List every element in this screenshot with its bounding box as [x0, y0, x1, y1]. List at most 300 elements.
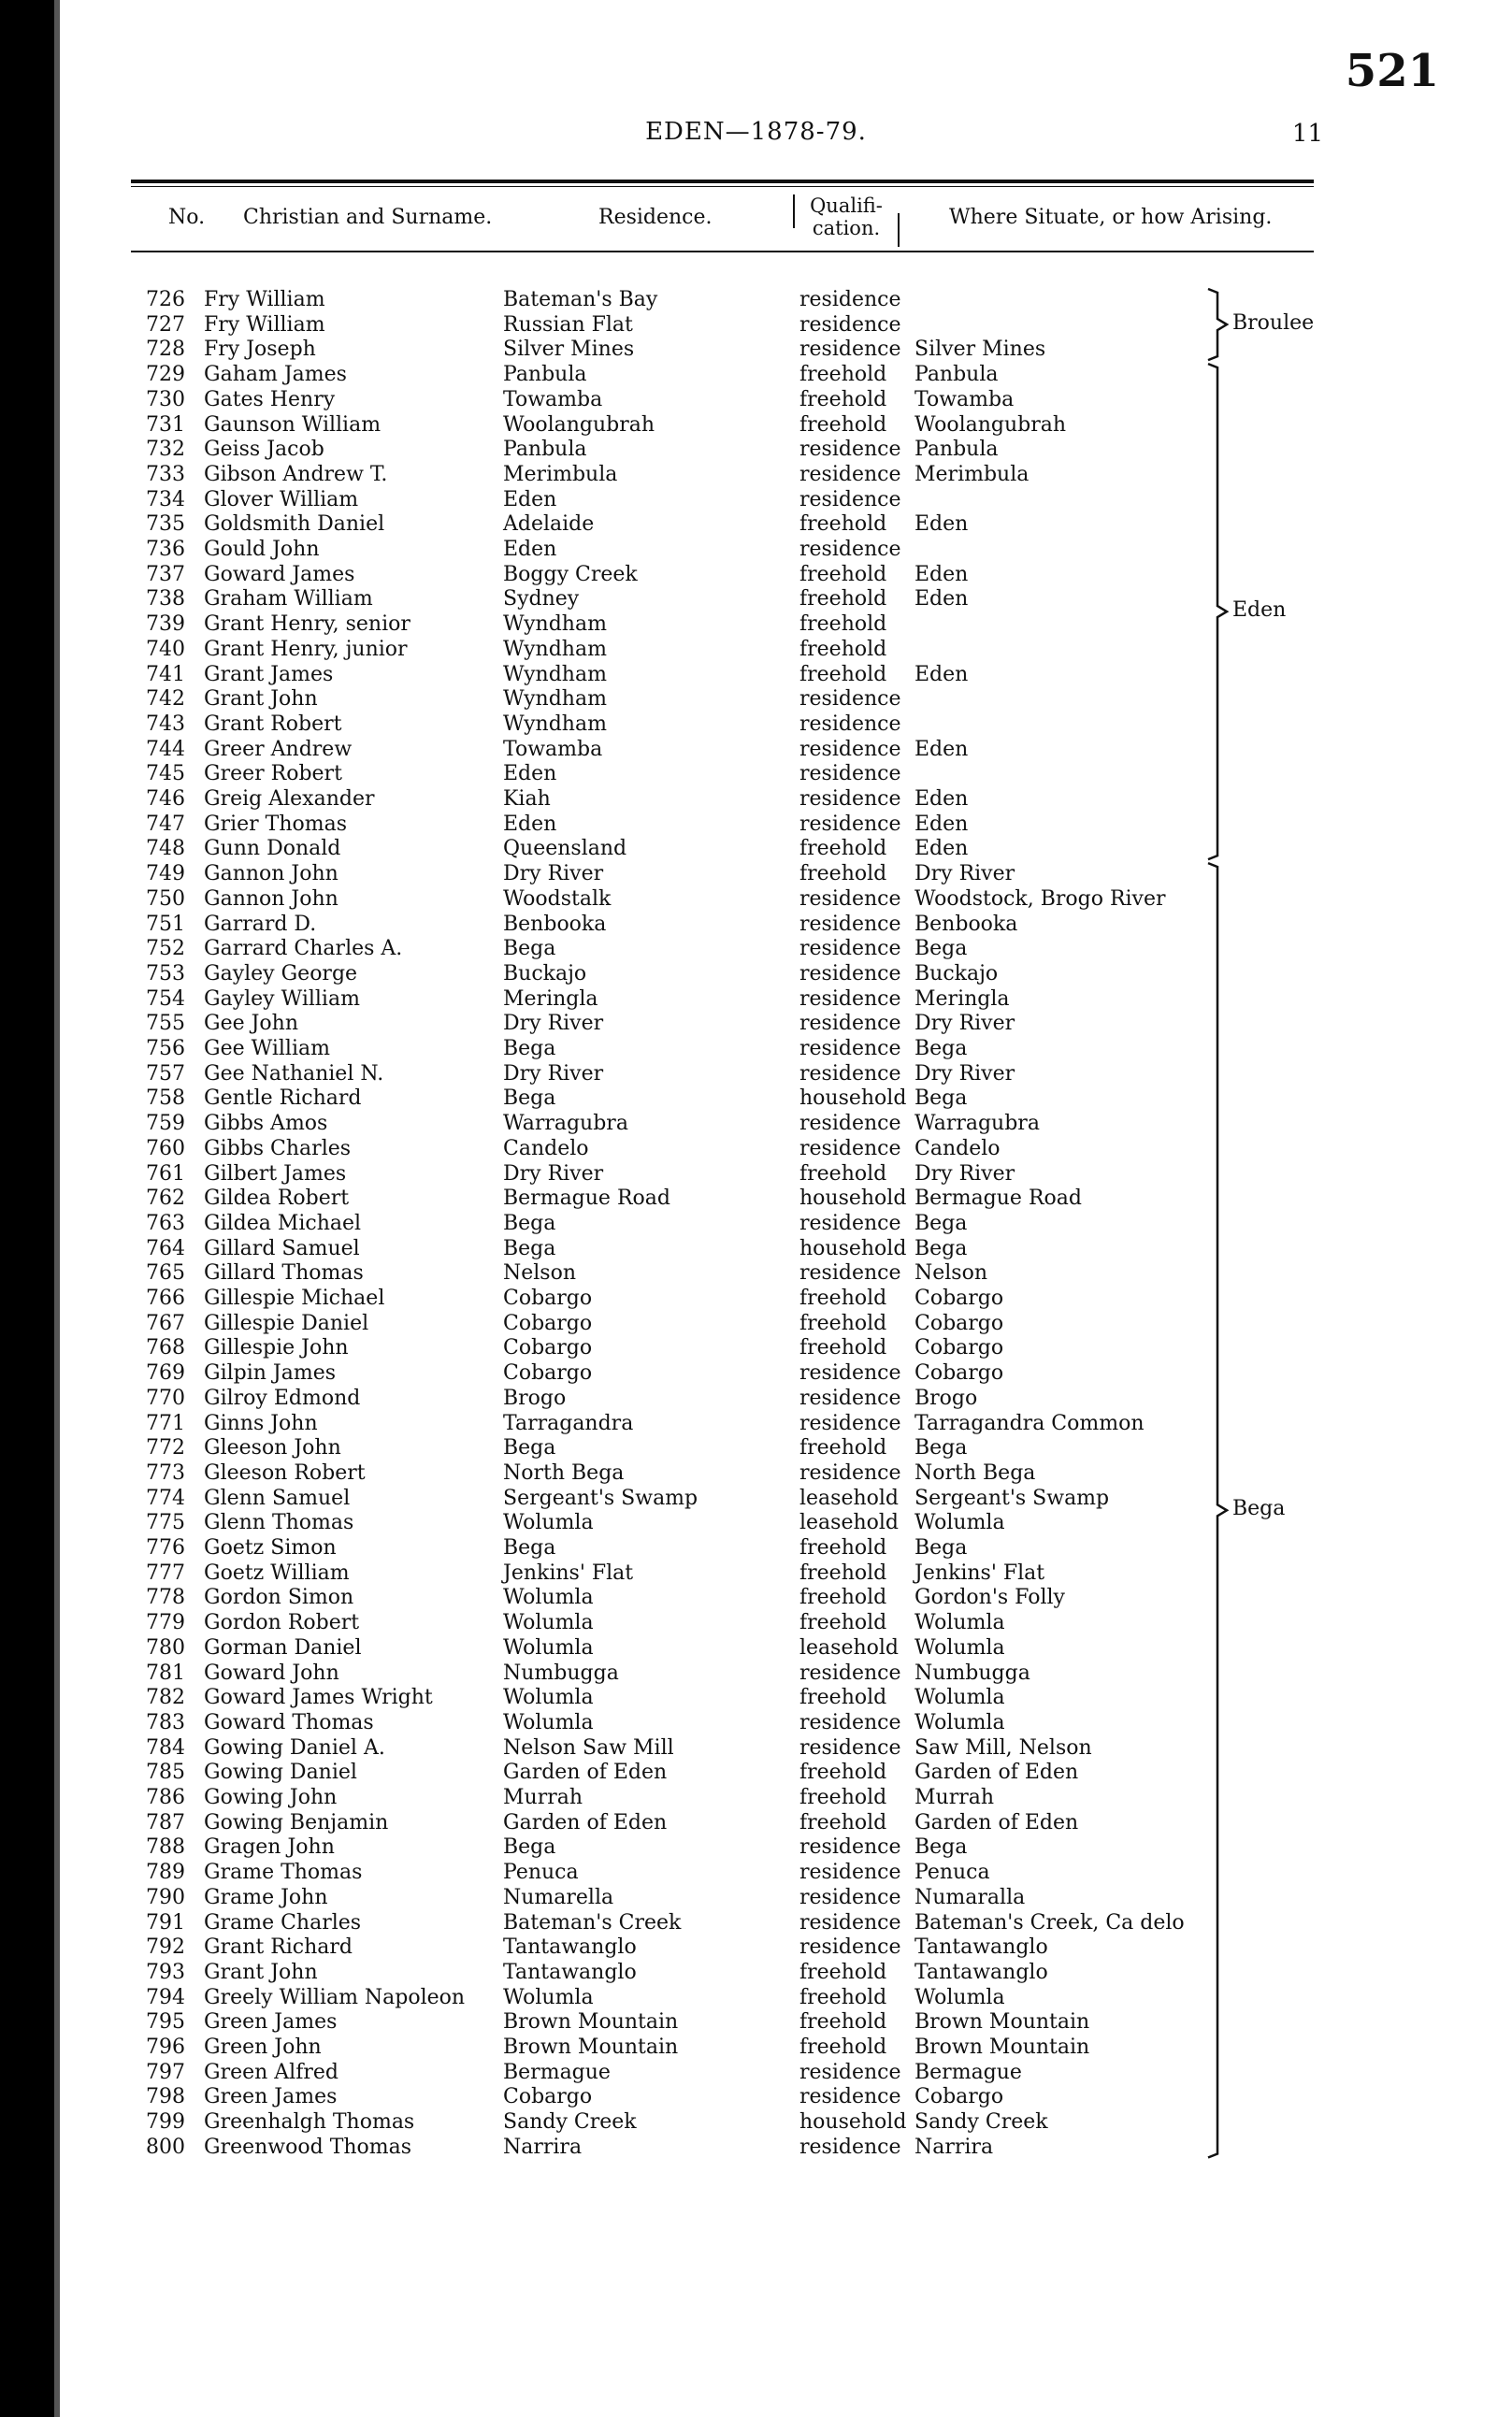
entry-number: 796 — [146, 2036, 185, 2059]
entry-name: Gildea Robert — [204, 1187, 350, 1211]
entry-where-situate: Bega — [914, 937, 968, 961]
entry-name: Goldsmith Daniel — [204, 512, 385, 537]
entry-qualification: residence — [799, 737, 901, 761]
entry-number: 760 — [146, 1136, 185, 1160]
entry-qualification: freehold — [799, 1287, 887, 1310]
entry-qualification: residence — [799, 1012, 901, 1036]
entry-qualification: freehold — [799, 1436, 887, 1460]
entry-qualification: residence — [799, 937, 901, 961]
entry-where-situate: Bega — [914, 1236, 968, 1260]
entry-number: 728 — [146, 338, 185, 362]
entry-qualification: residence — [799, 438, 901, 462]
entry-where-situate: Bega — [914, 1536, 968, 1560]
page-number: 521 — [1345, 45, 1439, 97]
entry-where-situate: Buckajo — [914, 961, 999, 986]
entry-where-situate: Merimbula — [914, 462, 1030, 486]
entry-where-situate: Sergeant's Swamp — [914, 1486, 1110, 1510]
entry-number: 734 — [146, 487, 185, 511]
entry-name: Gee John — [204, 1012, 299, 1036]
entry-number: 798 — [146, 2085, 185, 2109]
entry-number: 757 — [146, 1061, 185, 1086]
entry-name: Gannon John — [204, 862, 338, 886]
entry-number: 786 — [146, 1786, 185, 1809]
entry-where-situate: Cobargo — [914, 1311, 1004, 1335]
entry-qualification: residence — [799, 687, 901, 712]
entry-number: 731 — [146, 412, 185, 437]
column-header-where: Where Situate, or how Arising. — [949, 206, 1273, 229]
entry-where-situate: Garden of Eden — [914, 1810, 1079, 1834]
group-brace — [1208, 863, 1227, 2157]
entry-where-situate: Penuca — [914, 1861, 990, 1885]
entry-name: Goward John — [204, 1661, 339, 1685]
entry-name: Gaham James — [204, 363, 347, 387]
group-label: Bega — [1232, 1497, 1286, 1521]
entry-name: Gleeson Robert — [204, 1460, 366, 1485]
entry-where-situate: Bega — [914, 1086, 968, 1111]
entry-number: 790 — [146, 1885, 185, 1909]
entry-where-situate: Panbula — [914, 438, 999, 462]
entry-where-situate: Brown Mountain — [914, 2036, 1090, 2059]
entry-name: Gordon Simon — [204, 1586, 354, 1610]
entry-where-situate: Saw Mill, Nelson — [914, 1735, 1092, 1760]
entry-qualification: freehold — [799, 1561, 887, 1585]
entry-residence: Numarella — [503, 1885, 614, 1909]
entry-where-situate: Eden — [914, 812, 969, 836]
entry-qualification: freehold — [799, 1985, 887, 2009]
group-brace — [1208, 289, 1227, 360]
entry-name: Goetz William — [204, 1561, 350, 1585]
entry-residence: Bega — [503, 1835, 556, 1860]
entry-qualification: freehold — [799, 387, 887, 411]
entry-number: 740 — [146, 637, 185, 661]
entry-number: 778 — [146, 1586, 185, 1610]
entry-residence: Nelson — [503, 1261, 577, 1286]
entry-qualification: residence — [799, 1386, 901, 1410]
entry-where-situate: Nelson — [914, 1261, 988, 1286]
entry-where-situate: Eden — [914, 837, 969, 861]
entry-where-situate: Sandy Creek — [914, 2110, 1048, 2135]
group-brace — [1208, 364, 1227, 859]
entry-where-situate: Eden — [914, 787, 969, 811]
entry-number: 756 — [146, 1037, 185, 1060]
entry-where-situate: Bega — [914, 1037, 968, 1060]
entry-where-situate: Towamba — [914, 387, 1015, 411]
entry-residence: Numbugga — [503, 1661, 619, 1685]
entry-number: 727 — [146, 312, 185, 337]
entry-qualification: freehold — [799, 1810, 887, 1834]
entry-residence: Silver Mines — [503, 338, 635, 362]
entry-where-situate: Warragubra — [914, 1112, 1040, 1136]
entry-number: 782 — [146, 1686, 185, 1710]
entry-qualification: residence — [799, 1037, 901, 1060]
entry-residence: Eden — [503, 762, 557, 786]
entry-number: 776 — [146, 1536, 185, 1560]
entry-where-situate: Dry River — [914, 1061, 1015, 1086]
entry-residence: Narrira — [503, 2135, 583, 2159]
entry-residence: Wolumla — [503, 1635, 594, 1660]
entry-name: Gibbs Amos — [204, 1112, 328, 1136]
entry-number: 771 — [146, 1411, 185, 1435]
entry-qualification: residence — [799, 288, 901, 311]
entry-residence: Towamba — [503, 387, 603, 411]
entry-qualification: residence — [799, 787, 901, 811]
entry-number: 744 — [146, 737, 185, 761]
entry-where-situate: Bermague — [914, 2060, 1022, 2084]
entry-name: Glenn Thomas — [204, 1511, 354, 1535]
entry-residence: Towamba — [503, 737, 603, 761]
entry-name: Grant Henry, senior — [204, 612, 410, 637]
entry-where-situate: Candelo — [914, 1136, 1001, 1160]
entry-qualification: residence — [799, 538, 901, 561]
entry-residence: Brown Mountain — [503, 2010, 679, 2035]
entry-number: 743 — [146, 712, 185, 736]
entry-residence: Wyndham — [503, 637, 607, 661]
entry-qualification: freehold — [799, 512, 887, 537]
entry-name: Gayley George — [204, 961, 358, 986]
entry-residence: Queensland — [503, 837, 627, 861]
entry-qualification: household — [799, 1187, 907, 1211]
entry-residence: Cobargo — [503, 1287, 593, 1310]
entry-residence: Cobargo — [503, 1336, 593, 1360]
entry-qualification: residence — [799, 1661, 901, 1685]
entry-qualification: residence — [799, 712, 901, 736]
entry-name: Fry William — [204, 288, 325, 311]
entry-residence: Bateman's Creek — [503, 1910, 682, 1935]
entry-residence: Bega — [503, 1086, 556, 1111]
entry-residence: Sydney — [503, 587, 580, 611]
entry-number: 777 — [146, 1561, 185, 1585]
entry-name: Greenwood Thomas — [204, 2135, 412, 2159]
entry-name: Gorman Daniel — [204, 1635, 362, 1660]
entry-name: Gould John — [204, 538, 320, 561]
entry-where-situate: Panbula — [914, 363, 999, 387]
entry-number: 726 — [146, 288, 185, 311]
entry-residence: Penuca — [503, 1861, 579, 1885]
entry-qualification: residence — [799, 1411, 901, 1435]
entry-residence: Eden — [503, 538, 557, 561]
entry-name: Gillespie John — [204, 1336, 349, 1360]
entry-qualification: freehold — [799, 562, 887, 586]
entry-name: Gibbs Charles — [204, 1136, 352, 1160]
entry-qualification: residence — [799, 1935, 901, 1960]
entry-residence: Benbooka — [503, 912, 607, 936]
entry-name: Greer Andrew — [204, 737, 353, 761]
entry-name: Gannon John — [204, 886, 338, 911]
entry-where-situate: Bega — [914, 1436, 968, 1460]
entry-qualification: freehold — [799, 637, 887, 661]
entry-residence: Tantawanglo — [503, 1960, 637, 1984]
entry-name: Gillard Samuel — [204, 1236, 360, 1260]
entry-number: 768 — [146, 1336, 185, 1360]
entry-number: 736 — [146, 538, 185, 561]
column-header-qualification-text: Qualifi- cation. — [810, 194, 883, 239]
entry-number: 797 — [146, 2060, 185, 2084]
entry-number: 792 — [146, 1935, 185, 1960]
entry-number: 766 — [146, 1287, 185, 1310]
entry-number: 763 — [146, 1211, 185, 1235]
entry-residence: Wyndham — [503, 687, 607, 712]
entry-number: 799 — [146, 2110, 185, 2135]
group-label: Broulee — [1232, 311, 1315, 336]
entry-where-situate: Eden — [914, 587, 969, 611]
entry-name: Green James — [204, 2085, 338, 2109]
entry-name: Gowing Daniel A. — [204, 1735, 385, 1760]
entry-qualification: residence — [799, 1735, 901, 1760]
entry-number: 750 — [146, 886, 185, 911]
entry-qualification: residence — [799, 1710, 901, 1734]
entry-name: Garrard D. — [204, 912, 317, 936]
entry-qualification: freehold — [799, 662, 887, 686]
entry-qualification: residence — [799, 2135, 901, 2159]
entry-name: Grant Robert — [204, 712, 342, 736]
entry-number: 758 — [146, 1086, 185, 1111]
entry-where-situate: Eden — [914, 737, 969, 761]
entry-name: Goetz Simon — [204, 1536, 337, 1560]
entry-residence: Russian Flat — [503, 312, 633, 337]
entry-number: 789 — [146, 1861, 185, 1885]
entry-residence: Wolumla — [503, 1586, 594, 1610]
entry-residence: Bega — [503, 1236, 556, 1260]
entry-residence: Wolumla — [503, 1985, 594, 2009]
entry-qualification: freehold — [799, 612, 887, 637]
entry-name: Gillespie Daniel — [204, 1311, 369, 1335]
entry-name: Gowing Benjamin — [204, 1810, 389, 1834]
entry-qualification: residence — [799, 2060, 901, 2084]
entry-number: 755 — [146, 1012, 185, 1036]
entry-name: Greig Alexander — [204, 787, 375, 811]
entry-qualification: freehold — [799, 1686, 887, 1710]
entry-number: 773 — [146, 1460, 185, 1485]
entry-qualification: residence — [799, 912, 901, 936]
entry-residence: North Bega — [503, 1460, 625, 1485]
entry-name: Gowing Daniel — [204, 1761, 357, 1785]
entry-residence: Wolumla — [503, 1511, 594, 1535]
entry-number: 770 — [146, 1386, 185, 1410]
entry-qualification: freehold — [799, 363, 887, 387]
entry-name: Grier Thomas — [204, 812, 348, 836]
entry-name: Gildea Michael — [204, 1211, 362, 1235]
entry-where-situate: Benbooka — [914, 912, 1018, 936]
entry-where-situate: Cobargo — [914, 1336, 1004, 1360]
entry-residence: Bega — [503, 937, 556, 961]
entry-qualification: residence — [799, 312, 901, 337]
entry-residence: Wyndham — [503, 712, 607, 736]
entry-number: 788 — [146, 1835, 185, 1860]
entry-name: Geiss Jacob — [204, 438, 324, 462]
entry-residence: Cobargo — [503, 1311, 593, 1335]
entry-residence: Brown Mountain — [503, 2036, 679, 2059]
entry-residence: Dry River — [503, 1012, 604, 1036]
entry-name: Greer Robert — [204, 762, 342, 786]
entry-name: Gillespie Michael — [204, 1287, 385, 1310]
entry-number: 745 — [146, 762, 185, 786]
entry-name: Grant Richard — [204, 1935, 353, 1960]
entry-where-situate: Wolumla — [914, 1611, 1005, 1635]
entry-name: Gilpin James — [204, 1361, 337, 1386]
entry-where-situate: Gordon's Folly — [914, 1586, 1065, 1610]
entry-qualification: residence — [799, 1861, 901, 1885]
entry-residence: Panbula — [503, 363, 587, 387]
entry-name: Garrard Charles A. — [204, 937, 403, 961]
entry-residence: Wolumla — [503, 1710, 594, 1734]
entry-qualification: residence — [799, 986, 901, 1011]
entry-residence: Warragubra — [503, 1112, 628, 1136]
entry-qualification: residence — [799, 1910, 901, 1935]
entry-residence: Wolumla — [503, 1611, 594, 1635]
entry-residence: Tantawanglo — [503, 1935, 637, 1960]
entry-qualification: freehold — [799, 1586, 887, 1610]
entry-residence: Tarragandra — [503, 1411, 634, 1435]
entry-residence: Eden — [503, 812, 557, 836]
entry-where-situate: Woodstock, Brogo River — [914, 886, 1166, 911]
entry-number: 762 — [146, 1187, 185, 1211]
entry-residence: Wyndham — [503, 612, 607, 637]
entry-residence: Garden of Eden — [503, 1761, 668, 1785]
entry-qualification: residence — [799, 487, 901, 511]
entry-where-situate: Brogo — [914, 1386, 978, 1410]
entry-qualification: residence — [799, 1261, 901, 1286]
entry-name: Grant John — [204, 687, 318, 712]
entry-qualification: residence — [799, 1460, 901, 1485]
entry-number: 742 — [146, 687, 185, 712]
entry-qualification: residence — [799, 1061, 901, 1086]
entry-residence: Bega — [503, 1037, 556, 1060]
entry-where-situate: Garden of Eden — [914, 1761, 1079, 1785]
entry-number: 772 — [146, 1436, 185, 1460]
entry-residence: Boggy Creek — [503, 562, 638, 586]
entry-name: Gibson Andrew T. — [204, 462, 388, 486]
column-header-no: No. — [168, 206, 206, 229]
column-header-residence: Residence. — [598, 206, 713, 229]
entry-where-situate: Silver Mines — [914, 338, 1046, 362]
entry-name: Grame John — [204, 1885, 328, 1909]
entry-residence: Bega — [503, 1436, 556, 1460]
entry-qualification: freehold — [799, 1611, 887, 1635]
entry-where-situate: Bermague Road — [914, 1187, 1082, 1211]
entry-where-situate: North Bega — [914, 1460, 1036, 1485]
column-header-name: Christian and Surname. — [243, 206, 493, 229]
entry-qualification: residence — [799, 1211, 901, 1235]
entry-name: Gayley William — [204, 986, 360, 1011]
entry-where-situate: Dry River — [914, 1012, 1015, 1036]
entry-number: 741 — [146, 662, 185, 686]
entry-residence: Bermague — [503, 2060, 611, 2084]
entry-residence: Brogo — [503, 1386, 567, 1410]
entry-qualification: freehold — [799, 1161, 887, 1186]
entry-residence: Dry River — [503, 862, 604, 886]
entry-name: Gragen John — [204, 1835, 335, 1860]
entry-name: Gaunson William — [204, 412, 382, 437]
entry-where-situate: Cobargo — [914, 2085, 1004, 2109]
entry-name: Gowing John — [204, 1786, 338, 1809]
entry-qualification: household — [799, 2110, 907, 2135]
entry-name: Gordon Robert — [204, 1611, 360, 1635]
entry-qualification: freehold — [799, 1761, 887, 1785]
entry-number: 746 — [146, 787, 185, 811]
entry-residence: Buckajo — [503, 961, 587, 986]
entry-where-situate: Jenkins' Flat — [914, 1561, 1045, 1585]
entry-where-situate: Eden — [914, 512, 969, 537]
entry-name: Gillard Thomas — [204, 1261, 364, 1286]
entry-qualification: residence — [799, 812, 901, 836]
entry-name: Grant James — [204, 662, 334, 686]
entry-number: 753 — [146, 961, 185, 986]
entry-where-situate: Cobargo — [914, 1287, 1004, 1310]
entry-residence: Merimbula — [503, 462, 618, 486]
entry-qualification: residence — [799, 762, 901, 786]
entry-residence: Adelaide — [503, 512, 595, 537]
entry-number: 729 — [146, 363, 185, 387]
entry-name: Gentle Richard — [204, 1086, 362, 1111]
entry-number: 779 — [146, 1611, 185, 1635]
entry-number: 754 — [146, 986, 185, 1011]
entry-qualification: leasehold — [799, 1486, 900, 1510]
entry-name: Graham William — [204, 587, 373, 611]
entry-name: Gee William — [204, 1037, 330, 1060]
entry-number: 787 — [146, 1810, 185, 1834]
entry-where-situate: Wolumla — [914, 1710, 1005, 1734]
entry-where-situate: Wolumla — [914, 1511, 1005, 1535]
entry-number: 765 — [146, 1261, 185, 1286]
entry-number: 767 — [146, 1311, 185, 1335]
entry-name: Glenn Samuel — [204, 1486, 351, 1510]
entry-number: 752 — [146, 937, 185, 961]
entry-number: 748 — [146, 837, 185, 861]
entry-residence: Eden — [503, 487, 557, 511]
entry-where-situate: Wolumla — [914, 1686, 1005, 1710]
entry-residence: Sandy Creek — [503, 2110, 637, 2135]
entry-where-situate: Eden — [914, 662, 969, 686]
entry-qualification: freehold — [799, 1336, 887, 1360]
entry-name: Fry William — [204, 312, 325, 337]
entry-qualification: household — [799, 1086, 907, 1111]
entry-residence: Sergeant's Swamp — [503, 1486, 698, 1510]
entry-number: 735 — [146, 512, 185, 537]
entry-name: Ginns John — [204, 1411, 318, 1435]
entry-where-situate: Bega — [914, 1211, 968, 1235]
entry-residence: Woodstalk — [503, 886, 612, 911]
entry-residence: Candelo — [503, 1136, 589, 1160]
entry-qualification: residence — [799, 1112, 901, 1136]
entry-where-situate: Bega — [914, 1835, 968, 1860]
entry-name: Glover William — [204, 487, 359, 511]
group-label: Eden — [1232, 598, 1287, 623]
entry-name: Gleeson John — [204, 1436, 341, 1460]
entry-name: Goward James Wright — [204, 1686, 433, 1710]
entry-where-situate: Tarragandra Common — [914, 1411, 1145, 1435]
entry-residence: Meringla — [503, 986, 598, 1011]
entry-name: Fry Joseph — [204, 338, 316, 362]
entry-residence: Kiah — [503, 787, 551, 811]
entry-residence: Bermague Road — [503, 1187, 670, 1211]
entry-name: Grame Charles — [204, 1910, 362, 1935]
entry-number: 730 — [146, 387, 185, 411]
entry-name: Gunn Donald — [204, 837, 341, 861]
entry-residence: Cobargo — [503, 2085, 593, 2109]
entry-qualification: freehold — [799, 412, 887, 437]
entry-residence: Bega — [503, 1536, 556, 1560]
entry-residence: Panbula — [503, 438, 587, 462]
entry-where-situate: Wolumla — [914, 1635, 1005, 1660]
entry-residence: Wyndham — [503, 662, 607, 686]
entry-number: 764 — [146, 1236, 185, 1260]
entry-qualification: residence — [799, 2085, 901, 2109]
entry-number: 784 — [146, 1735, 185, 1760]
entry-residence: Jenkins' Flat — [503, 1561, 634, 1585]
entry-qualification: residence — [799, 886, 901, 911]
entry-residence: Bateman's Bay — [503, 288, 658, 311]
entry-qualification: freehold — [799, 587, 887, 611]
